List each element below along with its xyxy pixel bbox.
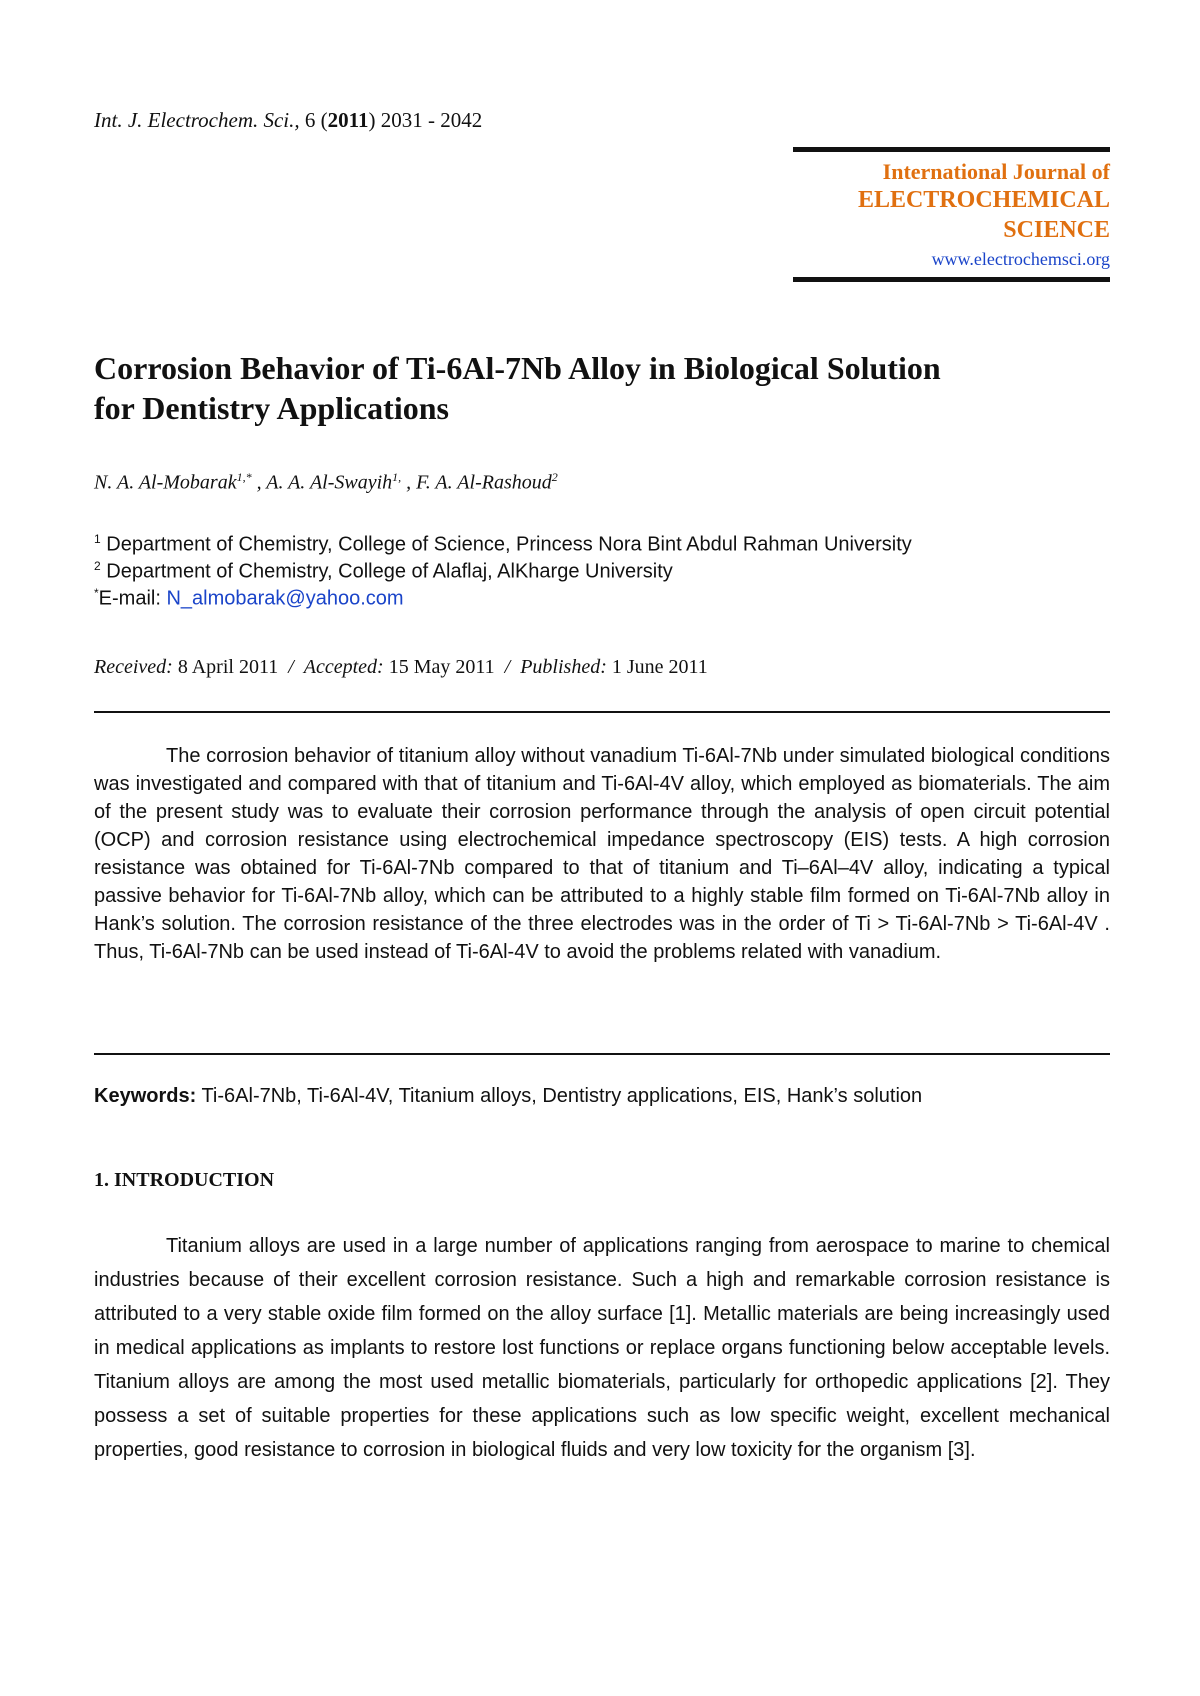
volume: 6 [304, 108, 316, 132]
abstract-top-rule [94, 711, 1110, 713]
affiliation-1 [94, 532, 912, 557]
section-heading: 1. INTRODUCTION [94, 1169, 275, 1191]
author-sup: 1,* [236, 470, 252, 484]
author-sup: 2 [551, 470, 558, 484]
accepted-date: 15 May 2011 [388, 656, 495, 678]
title-line-1: Corrosion Behavior of Ti-6Al-7Nb Alloy in Biological Solution [94, 350, 941, 386]
published-date: 1 June 2011 [611, 656, 708, 678]
journal-website-link[interactable]: www.electrochemsci.org [931, 249, 1110, 269]
journal-name-line3: SCIENCE [1003, 217, 1110, 243]
journal-masthead [793, 147, 1110, 305]
author-name: A. A. Al-Swayih [266, 471, 393, 494]
introduction-text: Titanium alloys are used in a large number of applications ranging from aerospace to marine to chemical industries because of their excellent corrosion resistance. Such a high and remarkable corrosion resistance is attributed to a very stable oxide film formed on the alloy surface [1]. Metallic materials are being increasingly used in medical applications as implants to restore lost functions or replace organs functioning below acceptable levels. Titanium alloys are among the most used metallic biomaterials, particularly for orthopedic applications [2]. They possess a set of suitable properties for these applications such as low specific weight, excellent mechanical properties, good resistance to corrosion in biological fluids and very low toxicity for the organism [3]. [94, 1235, 1110, 1461]
received-label: Received: [94, 656, 173, 678]
affiliation-2 [94, 559, 673, 584]
affiliation-sup: 2 [94, 559, 101, 573]
masthead-top-rule [793, 147, 1110, 152]
masthead-bottom-rule [793, 277, 1110, 282]
journal-name-line2: ELECTROCHEMICAL [857, 187, 1110, 213]
received-date: 8 April 2011 [177, 656, 279, 678]
abstract-bottom-rule [94, 1053, 1110, 1055]
published-label: Published: [520, 656, 607, 678]
journal-name-line1: International Journal of [882, 159, 1110, 184]
author-sup: 1, [392, 470, 402, 484]
affiliation-text: Department of Chemistry, College of Alaflaj, AlKharge University [106, 560, 673, 583]
email-sup: * [94, 586, 99, 600]
author-name: N. A. Al-Mobarak [94, 471, 237, 494]
date-separator: / [288, 656, 294, 678]
author-list: N. A. Al-Mobarak$^{1,*}$ , A. A. Al-Swayih$^{1,}$ , F. A. Al-Rashoud$^2$ [94, 470, 558, 494]
keywords-line [94, 1085, 922, 1108]
title-line-2: for Dentistry Applications [94, 390, 449, 426]
affiliation-text: Department of Chemistry, College of Science, Princess Nora Bint Abdul Rahman University [106, 533, 912, 556]
publication-dates [94, 656, 708, 679]
paper-title [94, 348, 1104, 428]
abstract-text: The corrosion behavior of titanium alloy without vanadium Ti-6Al-7Nb under simulated biological conditions was investigated and compared with that of titanium and Ti-6Al-4V alloy, which employed as biomaterials. The aim of the present study was to evaluate their corrosion performance through the analysis of open circuit potential (OCP) and corrosion resistance using electrochemical impedance spectroscopy (EIS) tests. A high corrosion resistance was obtained for Ti-6Al-7Nb compared to that of titanium and Ti–6Al–4V alloy, indicating a typical passive behavior for Ti-6Al-7Nb alloy, which can be attributed to a highly stable film formed on Ti-6Al-7Nb alloy in Hank’s solution. The corrosion resistance of the three electrodes was in the order of Ti > Ti-6Al-7Nb > Ti-6Al-4V . Thus, Ti-6Al-7Nb can be used instead of Ti-6Al-4V to avoid the problems related with vanadium. [94, 745, 1110, 963]
affiliation-sup: 1 [94, 532, 101, 546]
date-separator: / [504, 656, 511, 678]
keywords-label: Keywords: [94, 1085, 197, 1107]
email-line [94, 586, 404, 611]
citation-line: Int. J. Electrochem. Sci., 6 (2011) 2031 - 2042 [94, 108, 483, 132]
journal-abbrev: Int. J. Electrochem. Sci., [94, 108, 300, 132]
email-link[interactable]: N_almobarak@yahoo.com [166, 587, 404, 610]
email-label: E-mail: [98, 587, 167, 610]
keywords-text: Ti-6Al-7Nb, Ti-6Al-4V, Titanium alloys, Dentistry applications, EIS, Hank’s solution [201, 1085, 923, 1107]
page-range: 2031 - 2042 [380, 108, 483, 132]
year: 2011 [327, 108, 369, 132]
accepted-label: Accepted: [303, 656, 384, 678]
author-name: F. A. Al-Rashoud [416, 471, 552, 494]
